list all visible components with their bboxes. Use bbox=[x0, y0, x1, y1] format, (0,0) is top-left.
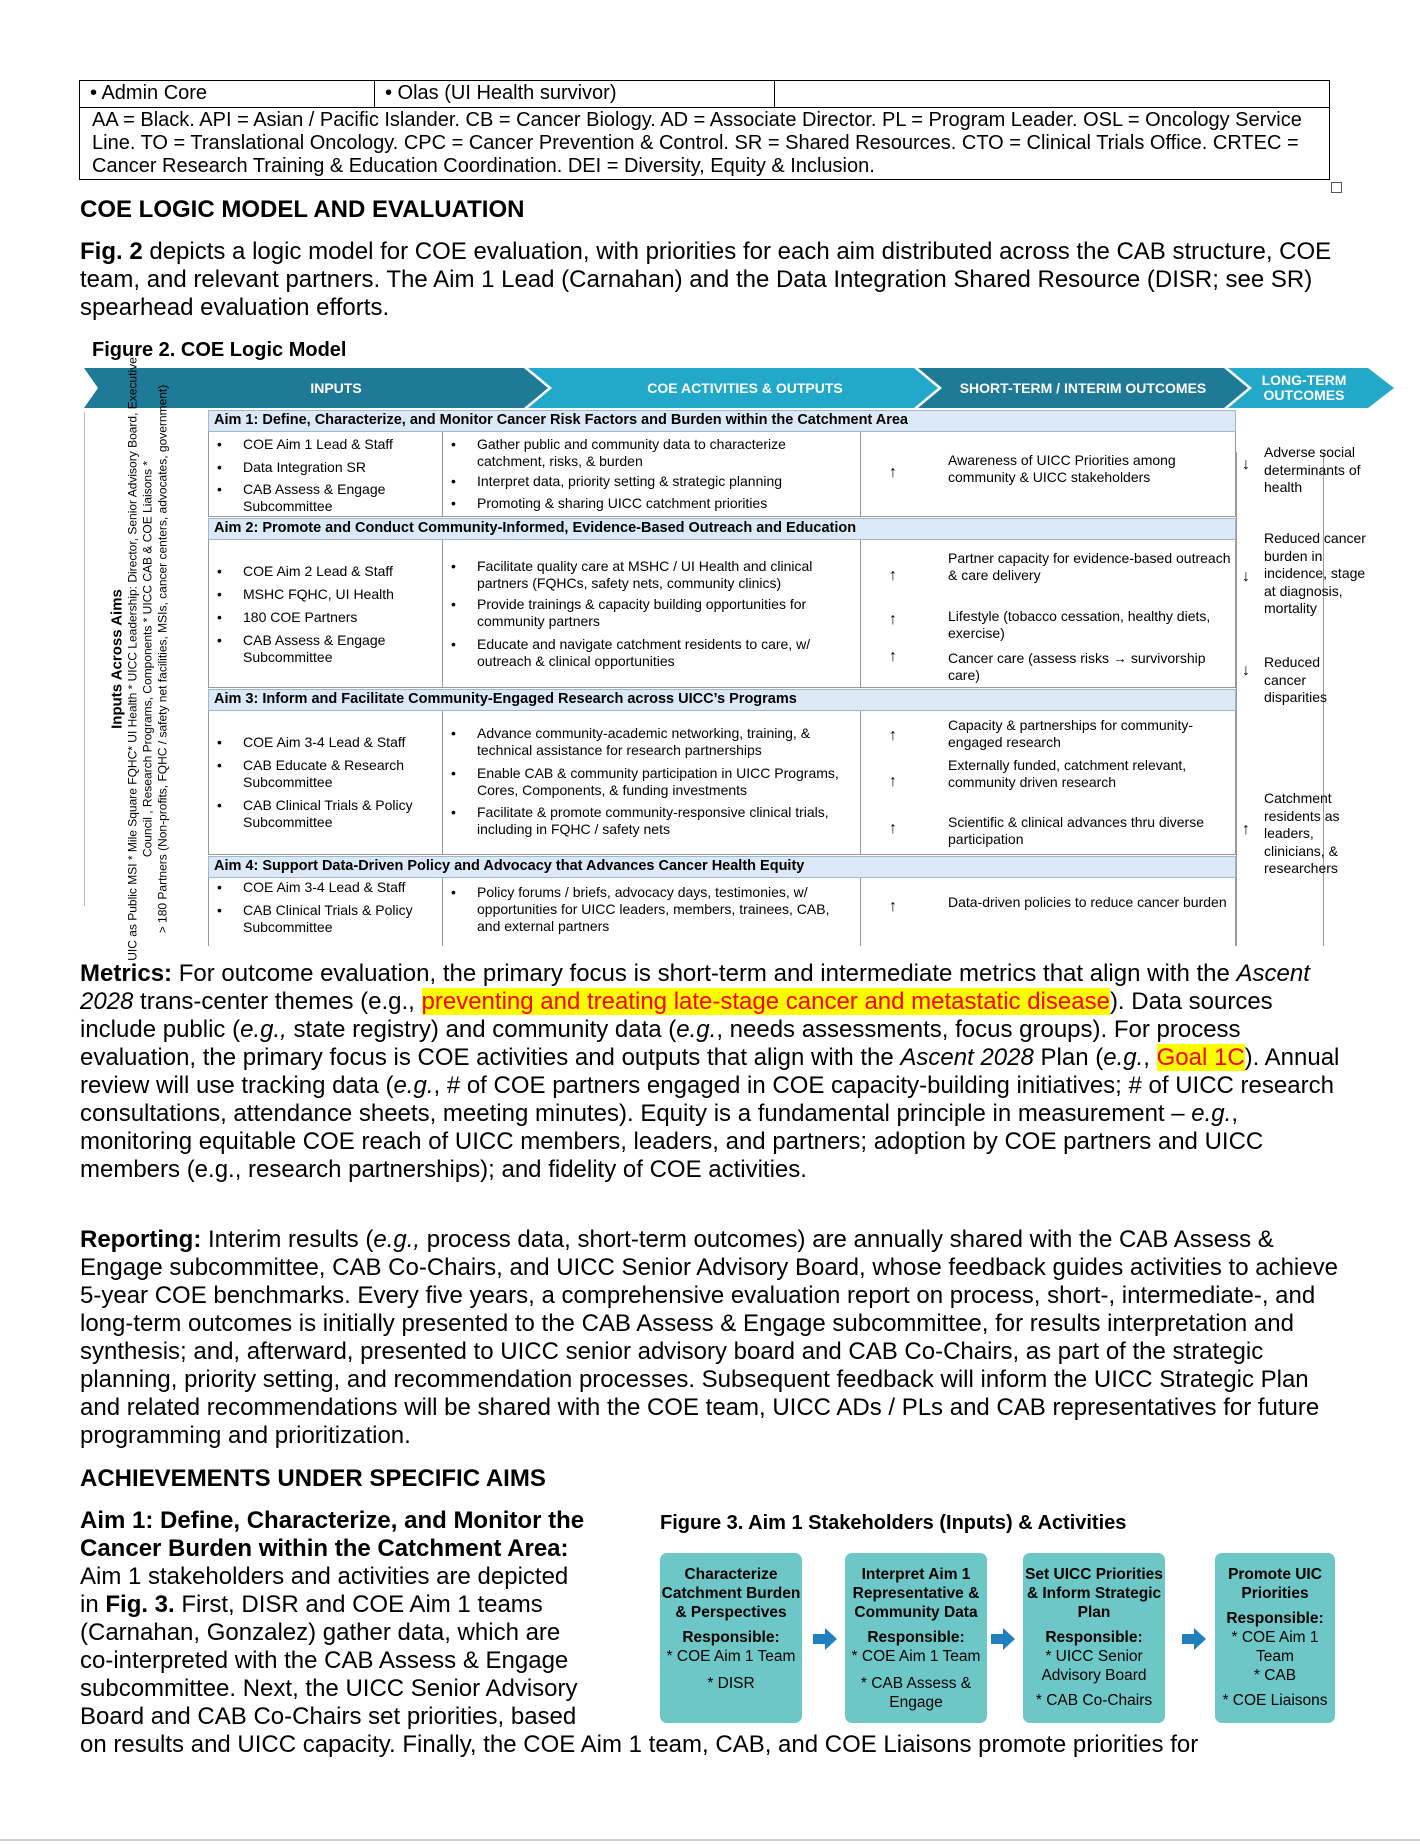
list-item: • Promoting & sharing UICC catchment priorities bbox=[451, 495, 856, 512]
text-line: Board and CAB Co-Chairs set priorities, based bbox=[80, 1703, 577, 1730]
outcome-text: Capacity & partnerships for community-engaged research bbox=[948, 717, 1194, 750]
fig-ref: Fig. 3. bbox=[105, 1591, 175, 1618]
right-arrow-icon bbox=[1182, 1627, 1206, 1651]
text-span: For outcome evaluation, the primary focus is short-term and intermediate metrics that align with the bbox=[172, 960, 1237, 987]
responsible-item: Team bbox=[1256, 1648, 1294, 1665]
responsible-item: * COE Aim 1 Team bbox=[851, 1648, 981, 1665]
outcome-text: Partner capacity for evidence-based outreach & care delivery bbox=[948, 550, 1231, 583]
up-arrow-icon: ↑ bbox=[889, 648, 897, 665]
table-cell: • Olas (UI Health survivor) bbox=[375, 81, 775, 107]
text-span: , monitoring equitable COE reach of UICC members, leaders, and partners; adoption by COE partners and UICC members (e.g., research partnerships); and fidelity of COE activities. bbox=[80, 1100, 1264, 1183]
outcomes-cell bbox=[923, 878, 1237, 946]
header-activities bbox=[528, 368, 938, 408]
list-item: • 180 COE Partners bbox=[217, 609, 438, 626]
header-short-term bbox=[918, 368, 1248, 408]
text-span: , bbox=[1143, 1044, 1157, 1071]
up-arrow-icon: ↑ bbox=[889, 773, 897, 790]
step-title: Catchment Burden bbox=[661, 1585, 801, 1602]
up-arrow-icon: ↑ bbox=[889, 820, 897, 837]
step-title: Promote UIC bbox=[1228, 1566, 1322, 1583]
responsible-item: * COE Liaisons bbox=[1222, 1692, 1328, 1709]
long-term-outcome: Adverse social determinants of health bbox=[1264, 444, 1361, 495]
responsible-label: Responsible: bbox=[682, 1629, 780, 1646]
responsible-item: * UICC Senior bbox=[1045, 1648, 1143, 1665]
table-cell bbox=[775, 81, 1329, 107]
responsible-label: Responsible: bbox=[1045, 1629, 1143, 1646]
inputs-cell bbox=[209, 878, 443, 946]
italic-span: e.g. bbox=[676, 1016, 717, 1043]
italic-span: e.g., bbox=[373, 1226, 421, 1253]
inputs-cell bbox=[209, 432, 443, 516]
inputs-across-aims-label bbox=[84, 357, 194, 961]
intro-text: depicts a logic model for COE evaluation, with priorities for each aim distributed across the CAB structure, COE team, and relevant partners. The Aim 1 Lead (Carnahan) and the Data Integration Shared Resource (DISR; see SR) spearhead evaluation efforts. bbox=[80, 238, 1332, 321]
responsible-label: Responsible: bbox=[867, 1629, 965, 1646]
list-item: • Educate and navigate catchment residents to care, w/ outreach & clinical opportunities bbox=[451, 636, 856, 670]
text-line: co-interpreted with the CAB Assess & Engage bbox=[80, 1647, 569, 1674]
fig3-step-interpret bbox=[845, 1553, 987, 1723]
up-arrow-icon: ↑ bbox=[889, 464, 897, 481]
down-arrow-icon: ↓ bbox=[1242, 568, 1250, 585]
list-item: • Provide trainings & capacity building opportunities for community partners bbox=[451, 596, 856, 630]
text-span: ). Annual review will use tracking data ( bbox=[80, 1044, 1340, 1099]
fig3-step-characterize bbox=[660, 1553, 802, 1723]
list-item: • CAB Assess & Engage Subcommittee bbox=[217, 632, 438, 666]
aim4-heading: Aim 4: Support Data-Driven Policy and Advocacy that Advances Cancer Health Equity bbox=[208, 856, 1236, 878]
list-item: • Facilitate quality care at MSHC / UI Health and clinical partners (FQHCs, safety nets, community clinics) bbox=[451, 558, 856, 592]
italic-span: e.g. bbox=[1191, 1100, 1232, 1127]
italic-span: e.g. bbox=[393, 1072, 434, 1099]
fig3-step-set-priorities bbox=[1023, 1553, 1165, 1723]
reporting-label: Reporting: bbox=[80, 1226, 202, 1253]
abbreviations-note: AA = Black. API = Asian / Pacific Islander. CB = Cancer Biology. AD = Associate Director. PL = Program Leader. OSL = Oncology Service Line. TO = Translational Oncology. CPC = Cancer Prevention & Control. SR = Shared Resources. CTO = Clinical Trials Office. CRTEC = Cancer Research Training & Education Coordination. DEI = Diversity, Equity & Inclusion. bbox=[92, 109, 1302, 177]
list-item: • CAB Assess & Engage Subcommittee bbox=[217, 481, 438, 515]
right-arrow-icon bbox=[813, 1627, 837, 1651]
responsible-label: Responsible: bbox=[1226, 1610, 1324, 1627]
list-item: • CAB Clinical Trials & Policy Subcommittee bbox=[217, 902, 438, 936]
reporting-paragraph bbox=[80, 1226, 1345, 1450]
aim1-title: Cancer Burden within the Catchment Area: bbox=[80, 1535, 569, 1562]
right-arrow-icon bbox=[991, 1627, 1015, 1651]
outcome-text: Lifestyle (tobacco cessation, healthy diets, exercise) bbox=[948, 608, 1211, 641]
responsible-item: * DISR bbox=[707, 1675, 755, 1692]
list-item: • CAB Educate & Research Subcommittee bbox=[217, 757, 438, 791]
italic-span: Ascent 2028 bbox=[80, 960, 1310, 1015]
outcome-text: Awareness of UICC Priorities among community & UICC stakeholders bbox=[948, 452, 1176, 485]
responsible-item: * CAB bbox=[1253, 1667, 1297, 1684]
italic-span: e.g. bbox=[1103, 1044, 1144, 1071]
list-item: • MSHC FQHC, UI Health bbox=[217, 586, 438, 603]
text-line: (Carnahan, Gonzalez) gather data, which are bbox=[80, 1619, 561, 1646]
fig-ref: Fig. 2 bbox=[80, 238, 143, 265]
responsible-item: Engage bbox=[889, 1694, 943, 1711]
text-span: trans-center themes (e.g., bbox=[133, 988, 422, 1015]
page-bottom-divider bbox=[0, 1839, 1420, 1841]
step-title: Priorities bbox=[1241, 1585, 1309, 1602]
aim2-heading: Aim 2: Promote and Conduct Community-Informed, Evidence-Based Outreach and Education bbox=[208, 518, 1236, 540]
table-row bbox=[80, 81, 1329, 108]
responsible-item: Advisory Board bbox=[1041, 1667, 1147, 1684]
outcomes-cell bbox=[923, 540, 1237, 687]
down-arrow-icon: ↓ bbox=[1242, 662, 1250, 679]
figure3-caption: Figure 3. Aim 1 Stakeholders (Inputs) & Activities bbox=[660, 1512, 1127, 1534]
outcomes-cell bbox=[923, 432, 1237, 516]
list-item: • COE Aim 3-4 Lead & Staff bbox=[217, 879, 438, 896]
list-item: • Gather public and community data to characterize catchment, risks, & burden bbox=[451, 436, 856, 470]
outcome-text: Cancer care (assess risks → survivorship care) bbox=[948, 650, 1206, 683]
list-item: • COE Aim 1 Lead & Staff bbox=[217, 436, 438, 453]
list-item: • COE Aim 3-4 Lead & Staff bbox=[217, 734, 438, 751]
aim1-title: Aim 1: Define, Characterize, and Monitor the bbox=[80, 1507, 585, 1534]
text-span: , needs assessments, focus groups). For process evaluation, the primary focus is COE activities and outputs that align with the bbox=[80, 1016, 1241, 1071]
inputs-cell bbox=[209, 711, 443, 854]
step-title: Representative & bbox=[852, 1585, 980, 1602]
text-span: state registry) and community data ( bbox=[286, 1016, 677, 1043]
highlighted-text: preventing and treating late-stage cancer and metastatic disease bbox=[421, 988, 1110, 1015]
resize-handle[interactable] bbox=[1331, 182, 1342, 193]
list-item: • Enable CAB & community participation in UICC Programs, Cores, Components, & funding investments bbox=[451, 765, 856, 799]
up-arrow-icon: ↑ bbox=[889, 727, 897, 744]
aim2-row bbox=[208, 540, 1236, 688]
text-span: in bbox=[80, 1591, 106, 1618]
side-label-title: Inputs Across Aims bbox=[108, 589, 126, 729]
text-line: subcommittee. Next, the UICC Senior Advisory bbox=[80, 1675, 578, 1702]
aim1-text-block bbox=[80, 1507, 640, 1731]
table-cell: • Admin Core bbox=[80, 81, 375, 107]
side-label-line: UIC as Public MSI * Mile Square FQHC* UI Health * UICC Leadership: Director, Senior Advisory Board, Executive bbox=[125, 357, 140, 961]
step-title: & Perspectives bbox=[675, 1604, 787, 1621]
aim4-row bbox=[208, 878, 1236, 946]
inputs-cell bbox=[209, 540, 443, 687]
text-span: ). Data sources include public ( bbox=[80, 988, 1273, 1043]
list-item: • CAB Clinical Trials & Policy Subcommittee bbox=[217, 797, 438, 831]
figure2-caption: Figure 2. COE Logic Model bbox=[92, 339, 347, 361]
step-title: & Inform Strategic bbox=[1026, 1585, 1162, 1602]
text-span: Interim results ( bbox=[201, 1226, 374, 1253]
text-line: Aim 1 stakeholders and activities are depicted bbox=[80, 1563, 569, 1590]
outcome-text: Scientific & clinical advances thru diverse participation bbox=[948, 814, 1205, 847]
up-arrow-icon: ↑ bbox=[889, 567, 897, 584]
italic-span: Ascent 2028 bbox=[900, 1044, 1034, 1071]
aim3-heading: Aim 3: Inform and Facilitate Community-Engaged Research across UICC’s Programs bbox=[208, 689, 1236, 711]
step-title: Plan bbox=[1077, 1604, 1111, 1621]
responsible-item: * COE Aim 1 bbox=[1231, 1629, 1319, 1646]
metrics-paragraph bbox=[80, 960, 1345, 1184]
list-item: • Facilitate & promote community-responsive clinical trials, including in FQHC / safety nets bbox=[451, 804, 856, 838]
text-span: process data, short-term outcomes) are annually shared with the CAB Assess & Engage subcommittee, CAB Co-Chairs, and UICC Senior Advisory Board, whose feedback guides activities to achieve 5-year COE benchmarks. Every five years, a comprehensive evaluation report on process, short-, intermediate-, and long-term outcomes is initially presented to the CAB Assess & Engage subcommittee, for results interpretation and synthesis; and, afterward, presented to UICC senior advisory board and CAB Co-Chairs, as part of the strategic planning, priority setting, and recommendation processes. Subsequent feedback will inform the UICC Strategic Plan and related recommendations will be shared with the COE team, UICC ADs / PLs and CAB representatives for future programming and prioritization. bbox=[80, 1226, 1338, 1449]
header-label: LONG-TERM OUTCOMES bbox=[1261, 372, 1347, 403]
aim1-heading: Aim 1: Define, Characterize, and Monitor Cancer Risk Factors and Burden within the Catchment Area bbox=[208, 410, 1236, 432]
outcome-text: Data-driven policies to reduce cancer burden bbox=[948, 894, 1227, 910]
long-term-outcome: Reduced cancer disparities bbox=[1264, 654, 1328, 705]
step-title: Interpret Aim 1 bbox=[861, 1566, 971, 1583]
activities-cell bbox=[443, 878, 861, 946]
outcome-text: Externally funded, catchment relevant, community driven research bbox=[948, 757, 1187, 790]
down-arrow-icon: ↓ bbox=[1242, 456, 1250, 473]
text-span: First, DISR and COE Aim 1 teams bbox=[174, 1591, 543, 1618]
activities-cell bbox=[443, 432, 861, 516]
aim1-row bbox=[208, 432, 1236, 517]
up-arrow-icon: ↑ bbox=[889, 898, 897, 915]
achievements-heading: ACHIEVEMENTS UNDER SPECIFIC AIMS bbox=[80, 1465, 546, 1492]
activities-cell bbox=[443, 711, 861, 854]
list-item: • Policy forums / briefs, advocacy days, testimonies, w/ opportunities for UICC leaders, members, trainees, CAB, and external partners bbox=[451, 884, 856, 935]
highlighted-text: Goal 1C bbox=[1156, 1044, 1245, 1071]
step-title: Characterize bbox=[684, 1566, 778, 1583]
text-span: Plan ( bbox=[1033, 1044, 1104, 1071]
logic-model-figure bbox=[84, 357, 1366, 961]
aim3-row bbox=[208, 711, 1236, 855]
aim1-text-last-line: on results and UICC capacity. Finally, the COE Aim 1 team, CAB, and COE Liaisons promote priorities for bbox=[80, 1731, 1199, 1758]
side-label-line: > 180 Partners (Non-profits, FQHC / safety net facilities, MSIs, cancer centers, advocates, government) bbox=[155, 384, 170, 934]
list-item: • Interpret data, priority setting & strategic planning bbox=[451, 473, 856, 490]
long-term-outcome: Reduced cancer burden in incidence, stage at diagnosis, mortality bbox=[1264, 530, 1366, 616]
text-span: , # of COE partners engaged in COE capacity-building initiatives; # of UICC research consultations, attendance sheets, meeting minutes). Equity is a fundamental principle in measurement – bbox=[80, 1072, 1334, 1127]
activities-cell bbox=[443, 540, 861, 687]
section-heading: COE LOGIC MODEL AND EVALUATION bbox=[80, 196, 525, 223]
header-label: INPUTS bbox=[310, 379, 362, 396]
abbreviation-table bbox=[79, 80, 1330, 180]
header-label: SHORT-TERM / INTERIM OUTCOMES bbox=[959, 379, 1207, 396]
responsible-item: * COE Aim 1 Team bbox=[666, 1648, 796, 1665]
header-long-term bbox=[1228, 368, 1394, 408]
list-item: • Advance community-academic networking, training, & technical assistance for research partnerships bbox=[451, 725, 856, 759]
side-label-line: Council , Research Programs, Components * UICC CAB & COE Liaisons * bbox=[140, 460, 155, 858]
long-term-outcome: Catchment residents as leaders, clinicians, & researchers bbox=[1264, 790, 1340, 876]
list-item: • COE Aim 2 Lead & Staff bbox=[217, 563, 438, 580]
step-title: Community Data bbox=[854, 1604, 978, 1621]
italic-span: e.g., bbox=[240, 1016, 287, 1043]
fig3-step-promote bbox=[1215, 1553, 1335, 1723]
outcomes-cell bbox=[923, 711, 1237, 854]
intro-paragraph bbox=[80, 238, 1345, 322]
metrics-label: Metrics: bbox=[80, 960, 173, 987]
up-arrow-icon: ↑ bbox=[889, 611, 897, 628]
list-item: • Data Integration SR bbox=[217, 459, 438, 476]
header-label: COE ACTIVITIES & OUTPUTS bbox=[647, 379, 843, 396]
up-arrow-icon: ↑ bbox=[1242, 821, 1250, 838]
responsible-item: * CAB Co-Chairs bbox=[1035, 1692, 1153, 1709]
step-title: Set UICC Priorities bbox=[1025, 1566, 1163, 1583]
responsible-item: * CAB Assess & bbox=[860, 1675, 972, 1692]
